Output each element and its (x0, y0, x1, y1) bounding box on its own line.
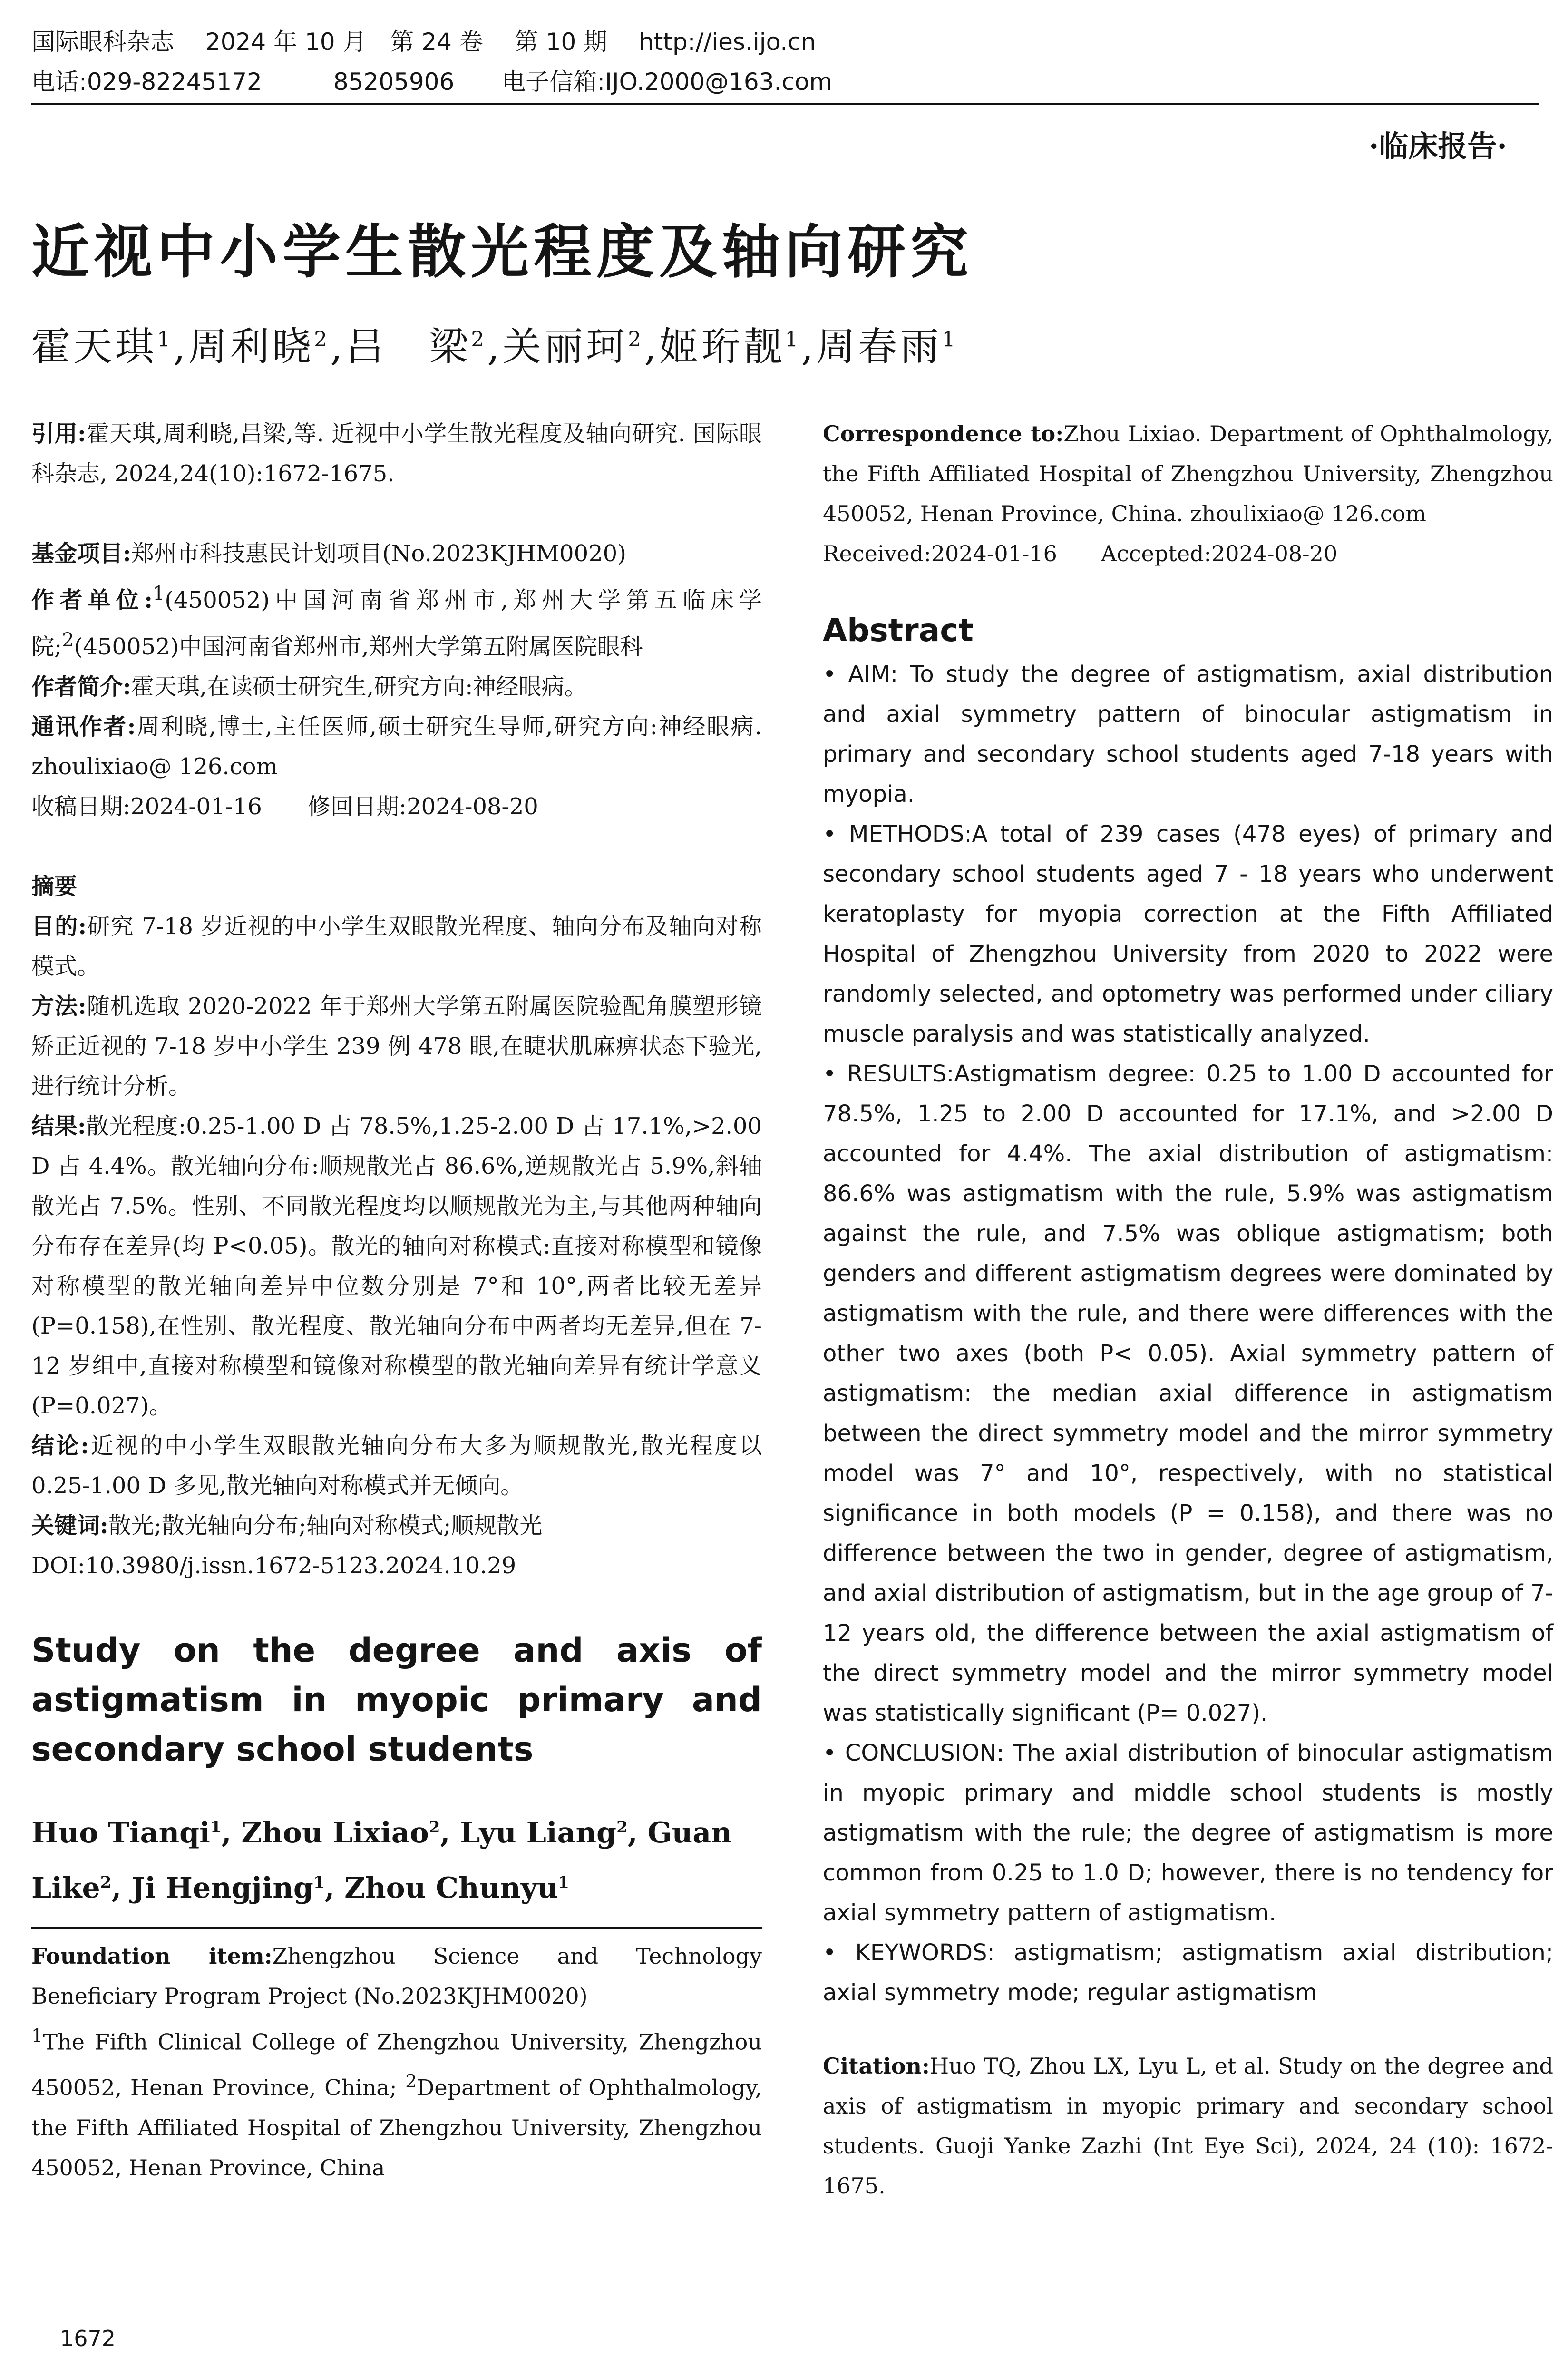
author-affiliation-mark: 2 (314, 327, 331, 352)
foundation-item (31, 1936, 762, 2016)
foundation-label: Foundation item: (31, 1943, 273, 1969)
received-accepted: Received:2024-01-16 Accepted:2024-08-20 (823, 541, 1338, 566)
aim-text: 研究 7-18 岁近视的中小学生双眼散光程度、轴向分布及轴向对称模式。 (31, 913, 762, 980)
results-text: Astigmatism degree: 0.25 to 1.00 D accounted for 78.5%, 1.25 to 2.00 D accounted for 17.1%, and >2.00 D accounted for 4.4%. The axial distribution of astigmatism: 86.6% was astigmatism with the rule, 5.9% was astigmatism against the rule, and 7.5% was oblique astigmatism; both genders and different astigmatism degrees were dominated by astigmatism with the rule, and there were differences with the other two axes (both P< 0.05). Axial symmetry pattern of astigmatism: the median axial difference in astigmatism between the direct symmetry model and the mirror symmetry model was 7° and 10°, respectively, with no statistical significance in both models (P = 0.158), and there was no difference between the two in gender, degree of astigmatism, and axial distribution of astigmatism, but in the age group of 7-12 years old, the difference between the axial astigmatism of the direct symmetry model and the mirror symmetry model was statistically significant (P= 0.027). (823, 1061, 1553, 1726)
aim-label: • AIM: (823, 661, 898, 688)
author-intro (31, 667, 762, 707)
abstract-cn-results (31, 1106, 762, 1426)
abstract-heading: Abstract (823, 612, 974, 649)
author-affiliation-mark: 1 (210, 1818, 222, 1837)
left-column (31, 414, 762, 2188)
cn-citation (31, 414, 762, 494)
abstract-cn-heading-text: 摘要 (31, 873, 78, 900)
citation-label: Citation: (823, 2053, 930, 2079)
author-name: Huo Tianqi (31, 1816, 210, 1850)
author-name: 关丽珂 (502, 324, 628, 370)
corresponding-author (31, 707, 762, 787)
unit-text-b: (450052)中国河南省郑州市,郑州大学第五附属医院眼科 (74, 633, 643, 660)
fund-text: 郑州市科技惠民计划项目(No.2023KJHM0020) (131, 540, 626, 567)
author-affiliation-mark: 2 (628, 327, 644, 352)
correspondence-text: Zhou Lixiao. Department of Ophthalmology, the Fifth Affiliated Hospital of Zhengzhou University, Zhengzhou 450052, Henan Province, China. zhoulixiao@ 126.com (823, 421, 1554, 526)
methods-text: 随机选取 2020-2022 年于郑州大学第五附属医院验配角膜塑形镜矫正近视的 7-18 岁中小学生 239 例 478 眼,在睫状肌麻痹状态下验光,进行统计分析。 (31, 993, 762, 1100)
results-text: 散光程度:0.25-1.00 D 占 78.5%,1.25-2.00 D 占 17.1%,>2.00 D 占 4.4%。散光轴向分布:顺规散光占 86.6%,逆规散光占 5.9%,斜轴散光占 7.5%。性别、不同散光程度均以顺规散光为主,与其他两种轴向分布存在差异(均 P<0.05)。散光的轴向对称模式:直接对称模型和镜像对称模型的散光轴向差异中位数分别是 7°和 10°,两者比较无差异(P=0.158),在性别、散光程度、散光轴向分布中两者均无差异,但在 7-12 岁组中,直接对称模型和镜像对称模型的散光轴向差异有统计学意义(P=0.027)。 (31, 1113, 762, 1419)
received-dates: 收稿日期:2024-01-16 修回日期:2024-08-20 (31, 793, 538, 820)
correspondence (823, 414, 1553, 534)
cn-citation-text: 霍天琪,周利晓,吕梁,等. 近视中小学生散光程度及轴向研究. 国际眼科杂志, 2024,24(10):1672-1675. (31, 420, 762, 487)
citation-text: Huo TQ, Zhou LX, Lyu L, et al. Study on the degree and axis of astigmatism in myopic primary and secondary school students. Guoji Yanke Zazhi (Int Eye Sci), 2024, 24 (10): 1672-1675. (823, 2053, 1553, 2199)
abstract-conclusion (823, 1733, 1553, 1933)
english-affiliations (31, 2016, 762, 2188)
methods-label: • METHODS: (823, 821, 972, 848)
author-name: 霍天琪 (31, 324, 157, 370)
author-affiliation-mark: 1 (313, 1873, 325, 1892)
correspondence-label: Correspondence to: (823, 421, 1064, 447)
corr-label: 通讯作者: (31, 713, 136, 740)
page-number: 1672 (60, 2326, 116, 2351)
intro-text: 霍天琪,在读硕士研究生,研究方向:神经眼病。 (131, 673, 587, 700)
english-citation (823, 2046, 1553, 2206)
abstract-results (823, 1054, 1553, 1733)
author-affiliation-mark: 2 (100, 1873, 112, 1892)
abstract-cn-conclusion (31, 1426, 762, 1506)
unit-sup: 1 (152, 583, 165, 604)
author-name: Ji Hengjing (131, 1871, 313, 1905)
author-affiliation-mark: 2 (471, 327, 487, 352)
abstract-aim (823, 654, 1553, 814)
aim-label: 目的: (31, 913, 87, 940)
conclusion-label: • CONCLUSION: (823, 1740, 1004, 1766)
conclusion-text: 近视的中小学生双眼散光轴向分布大多为顺规散光,散光程度以 0.25-1.00 D 多见,散光轴向对称模式并无倾向。 (31, 1432, 762, 1499)
keywords-text: astigmatism; astigmatism axial distribution; axial symmetry mode; regular astigmatism (823, 1939, 1554, 2006)
abstract-cn-methods (31, 986, 762, 1106)
author-name: Guan Like (31, 1816, 732, 1905)
aim-text: To study the degree of astigmatism, axial distribution and axial symmetry pattern of binocular astigmatism in primary and secondary school students aged 7-18 years with myopia. (823, 661, 1553, 808)
affiliation-1: The Fifth Clinical College of Zhengzhou University, Zhengzhou 450052, Henan Province, China; (31, 2029, 762, 2101)
results-label: 结果: (31, 1113, 86, 1140)
author-name: 周春雨 (816, 324, 942, 370)
conclusion-label: 结论: (31, 1432, 89, 1459)
conclusion-text: The axial distribution of binocular astigmatism in myopic primary and middle school students is mostly astigmatism with the rule; the degree of astigmatism is more common from 0.25 to 1.0 D; however, there is no tendency for axial symmetry pattern of astigmatism. (823, 1740, 1554, 1926)
unit-text-a: (450052)中国河南省郑州市,郑州大学第五临床学院; (31, 587, 762, 660)
abstract-cn-heading (31, 867, 762, 906)
author-name: 吕 梁 (345, 324, 471, 370)
methods-text: A total of 239 cases (478 eyes) of primary and secondary school students aged 7 - 18 years who underwent keratoplasty for myopia correction at the Fifth Affiliated Hospital of Zhengzhou University from 2020 to 2022 were randomly selected, and optometry was performed under ciliary muscle paralysis and was statistically analyzed. (823, 821, 1553, 1047)
abstract-methods (823, 814, 1553, 1054)
author-affiliation-mark: 1 (785, 327, 801, 352)
journal-header-line: 国际眼科杂志 2024 年 10 月 第 24 卷 第 10 期 http://ies.ijo.cn (31, 28, 816, 56)
right-column (823, 414, 1553, 2206)
affiliation-2: Department of Ophthalmology, the Fifth Affiliated Hospital of Zhengzhou University, Zhengzhou 450052, Henan Province, China (31, 2075, 762, 2181)
cn-citation-label: 引用: (31, 420, 86, 447)
author-unit (31, 574, 762, 667)
author-name: 姬珩靓 (659, 324, 785, 370)
results-label: • RESULTS: (823, 1061, 954, 1087)
author-affiliation-mark: 2 (429, 1818, 440, 1837)
abstract-cn-aim (31, 906, 762, 986)
aff-sup: 1 (31, 2025, 43, 2046)
keywords-label: 关键词: (31, 1512, 108, 1539)
unit-sup: 2 (62, 629, 74, 651)
english-title: Study on the degree and axis of astigmatism in myopic primary and secondary school students (31, 1631, 762, 1769)
author-affiliation-mark: 1 (558, 1873, 569, 1892)
journal-contact-line: 电话:029-82245172 85205906 电子信箱:IJO.2000@163.com (31, 68, 833, 96)
keywords-label: • KEYWORDS: (823, 1939, 995, 1966)
author-name: Zhou Chunyu (344, 1871, 558, 1905)
unit-label: 作者单位: (31, 587, 153, 614)
author-affiliation-mark: 1 (157, 327, 174, 352)
aff-sup: 2 (405, 2071, 417, 2093)
author-affiliation-mark: 1 (942, 327, 958, 352)
abstract-keywords (823, 1933, 1553, 2013)
methods-label: 方法: (31, 993, 87, 1020)
fund-label: 基金项目: (31, 540, 131, 567)
author-affiliation-mark: 2 (616, 1818, 628, 1837)
article-title: 近视中小学生散光程度及轴向研究 (31, 218, 973, 286)
fund-info (31, 534, 762, 574)
abstract-cn-keywords (31, 1506, 762, 1546)
keywords-text: 散光;散光轴向分布;轴向对称模式;顺规散光 (108, 1512, 543, 1539)
english-author-list: Huo Tianqi$^1$, Zhou Lixiao$^2$, Lyu Liang$^2$, Guan Like$^2$, Ji Hengjing$^1$, Zhou Chunyu$^1$ (31, 1816, 732, 1905)
header-rule (31, 103, 1539, 105)
author-name: 周利晓 (188, 324, 314, 370)
section-tag: ·临床报告· (1368, 129, 1507, 164)
foundation-text: Zhengzhou Science and Technology Beneficiary Program Project (No.2023KJHM0020) (31, 1943, 762, 2009)
intro-label: 作者简介: (31, 673, 131, 700)
author-list: 霍天琪$^1$,周利晓$^2$,吕 梁$^2$,关丽珂$^2$,姬珩靓$^1$,周春雨$^1$ (31, 324, 958, 370)
doi: DOI:10.3980/j.issn.1672-5123.2024.10.29 (31, 1552, 516, 1579)
corr-text: 周利晓,博士,主任医师,硕士研究生导师,研究方向:神经眼病. zhoulixiao@ 126.com (31, 713, 762, 780)
author-name: Zhou Lixiao (241, 1816, 429, 1850)
author-name: Lyu Liang (460, 1816, 617, 1850)
